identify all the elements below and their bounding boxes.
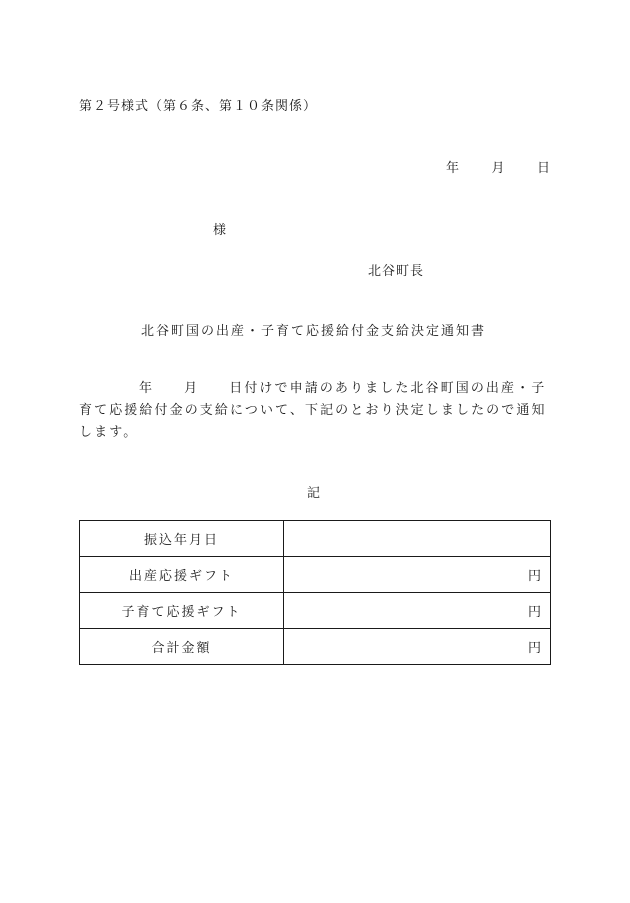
date-day-label: 日 (536, 161, 550, 176)
row-label-birth-gift: 出産応援ギフト (80, 557, 284, 593)
issuer-name: 北谷町長 (368, 264, 425, 279)
row-label-transfer-date: 振込年月日 (80, 521, 284, 557)
row-label-total: 合計金額 (80, 629, 284, 665)
recipient-honorific: 様 (213, 223, 227, 238)
row-value-birth-gift: 円 (284, 557, 551, 593)
row-label-childcare-gift: 子育て応援ギフト (80, 593, 284, 629)
date-month-label: 月 (491, 161, 505, 176)
table-row (80, 521, 551, 557)
row-value-transfer-date (284, 521, 551, 557)
table-row (80, 629, 551, 665)
date-line (446, 157, 550, 176)
row-value-childcare-gift: 円 (284, 593, 551, 629)
table-row (80, 593, 551, 629)
body-paragraph (79, 378, 553, 444)
row-value-total: 円 (284, 629, 551, 665)
form-number: 第２号様式（第６条、第１０条関係） (79, 99, 318, 114)
body-month-label: 月 (184, 381, 200, 396)
body-text: 日付けで申請のありました北谷町国の出産・子育て応援給付金の支給について、下記のとおり決定しましたので通知します。 (79, 381, 547, 440)
table-row (80, 557, 551, 593)
detail-table (79, 520, 551, 665)
body-year-label: 年 (139, 381, 155, 396)
date-year-label: 年 (446, 161, 460, 176)
ki-heading: 記 (307, 486, 321, 501)
document-title: 北谷町国の出産・子育て応援給付金支給決定通知書 (141, 324, 487, 339)
